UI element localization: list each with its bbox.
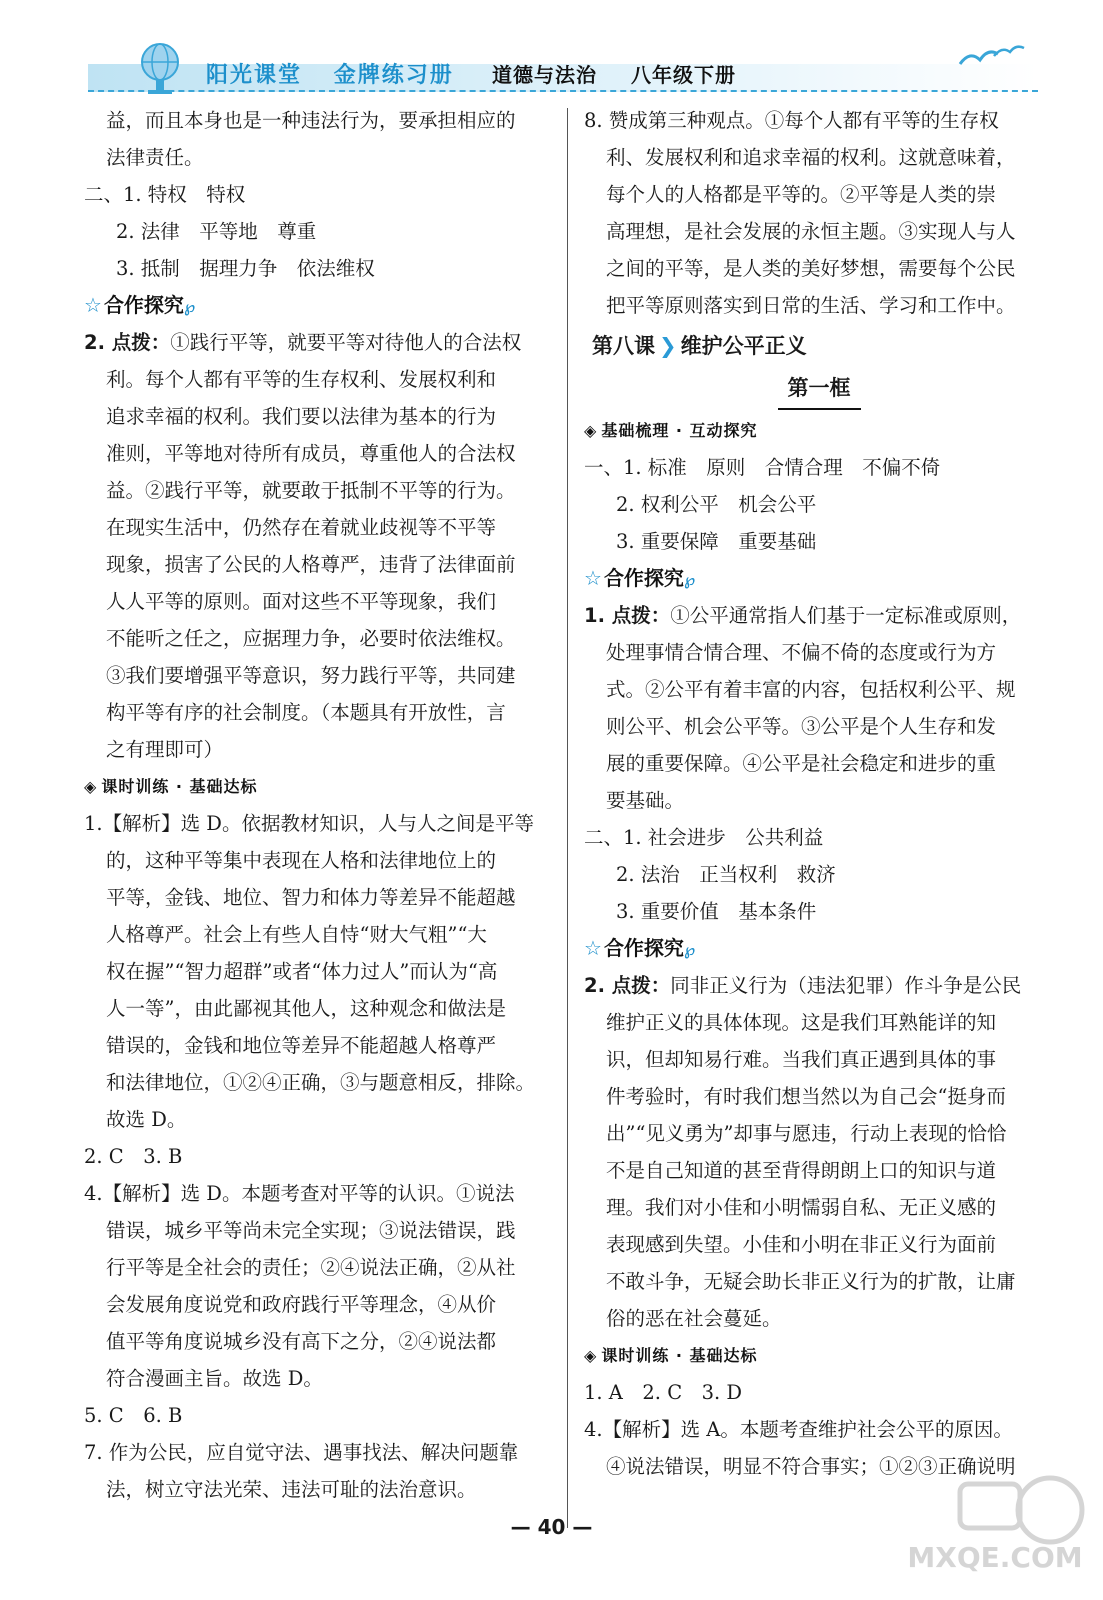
text-line [84, 583, 554, 620]
line-text: 一、1. 标准 原则 合情合理 不偏不倚 [584, 456, 941, 479]
subsection-title: 基础梳理 · 互动探究 [601, 421, 758, 440]
line-text: 会发展角度说党和政府践行平等理念，④从价 [106, 1293, 497, 1316]
section-heading [584, 560, 1054, 597]
line-text: 符合漫画主旨。故选 D。 [106, 1367, 323, 1390]
brand-name: 阳光课堂 [206, 62, 303, 88]
diamond-icon: ◈ [584, 421, 598, 440]
text-line [84, 916, 554, 953]
subsection-heading [84, 768, 554, 805]
text-line [84, 1249, 554, 1286]
line-text: ③我们要增强平等意识，努力践行平等，共同建 [106, 664, 516, 687]
line-text: 3. 抵制 据理力争 依法维权 [116, 257, 375, 280]
line-text: ①公平通常指人们基于一定标准或原则， [670, 604, 1022, 627]
watermark-text: MXQE.COM [907, 1541, 1083, 1574]
text-line [84, 1101, 554, 1138]
watermark-logo [900, 1470, 1090, 1580]
text-line [84, 731, 554, 768]
line-text: 式。②公平有着丰富的内容，包括权利公平、规 [606, 678, 1016, 701]
text-line [584, 139, 1054, 176]
text-line [84, 472, 554, 509]
text-line [84, 324, 554, 361]
line-text: 则公平、机会公平等。③公平是个人生存和发 [606, 715, 997, 738]
line-text: 5. C 6. B [84, 1404, 183, 1427]
star-icon: ☆ [84, 293, 102, 317]
line-text: 现象，损害了公民的人格尊严，违背了法律面前 [106, 553, 516, 576]
text-line [84, 1471, 554, 1508]
subsection-heading [584, 1337, 1054, 1374]
line-text: 追求幸福的权利。我们要以法律为基本的行为 [106, 405, 497, 428]
line-text: 法律责任。 [106, 146, 204, 169]
line-text: 3. 重要价值 基本条件 [616, 900, 817, 923]
line-text: 值平等角度说城乡没有高下之分，②④说法都 [106, 1330, 497, 1353]
line-text: 展的重要保障。④公平是社会稳定和进步的重 [606, 752, 997, 775]
line-text: 4.【解析】选 A。本题考查维护社会公平的原因。 [584, 1418, 1013, 1441]
answer-label: 2. 点拨： [84, 331, 171, 354]
grade-name: 八年级下册 [630, 63, 736, 87]
text-line [584, 745, 1054, 782]
line-text: 不能听之任之，应据理力争，必要时依法维权。 [106, 627, 516, 650]
text-line [584, 1078, 1054, 1115]
line-text: 构平等有序的社会制度。（本题具有开放性，言 [106, 701, 506, 724]
text-line [584, 449, 1054, 486]
text-line [584, 708, 1054, 745]
line-text: 故选 D。 [106, 1108, 187, 1131]
line-text: 利、发展权利和追求幸福的权利。这就意味着， [606, 146, 1016, 169]
subject-name: 道德与法治 [492, 63, 597, 87]
line-text: 把平等原则落实到日常的生活、学习和工作中。 [606, 294, 1016, 317]
line-text: 二、1. 社会进步 公共利益 [584, 826, 824, 849]
text-line [584, 1152, 1054, 1189]
text-line [584, 634, 1054, 671]
text-line [84, 102, 554, 139]
text-line [84, 879, 554, 916]
text-line [584, 287, 1054, 324]
text-line [584, 671, 1054, 708]
line-text: 人人平等的原则。面对这些不平等现象，我们 [106, 590, 497, 613]
text-line [584, 1263, 1054, 1300]
left-column [84, 102, 554, 1508]
line-text: 行平等是全社会的责任；②④说法正确，②从社 [106, 1256, 516, 1279]
frame-heading [584, 368, 1054, 412]
line-text: 法，树立守法光荣、违法可耻的法治意识。 [106, 1478, 477, 1501]
swirl-icon: ℘ [683, 940, 696, 959]
text-line [584, 597, 1054, 634]
text-line [84, 213, 554, 250]
line-text: 高理想，是社会发展的永恒主题。③实现人与人 [606, 220, 1016, 243]
line-text: 益。②践行平等，就要敢于抵制不平等的行为。 [106, 479, 516, 502]
text-line [84, 1064, 554, 1101]
star-icon: ☆ [584, 566, 602, 590]
line-text: 不敢斗争，无疑会助长非正义行为的扩散，让庸 [606, 1270, 1016, 1293]
text-line [84, 176, 554, 213]
line-text: 2. 法治 正当权利 救济 [616, 863, 836, 886]
text-line [84, 990, 554, 1027]
text-line [84, 805, 554, 842]
line-text: 之间的平等，是人类的美好梦想，需要每个公民 [606, 257, 1016, 280]
swirl-icon: ℘ [183, 297, 196, 316]
section-title: 合作探究 [103, 293, 184, 317]
section-heading [584, 930, 1054, 967]
line-text: 要基础。 [606, 789, 685, 812]
line-text: 每个人的人格都是平等的。②平等是人类的崇 [606, 183, 997, 206]
frame-title: 第一框 [778, 368, 861, 410]
text-line [84, 139, 554, 176]
text-line [84, 1212, 554, 1249]
line-text: 2. 法律 平等地 尊重 [116, 220, 317, 243]
line-text: 错误的，金钱和地位等差异不能超越人格尊严 [106, 1034, 497, 1057]
line-text: 二、1. 特权 特权 [84, 183, 246, 206]
text-line [584, 1115, 1054, 1152]
text-line [84, 509, 554, 546]
line-text: 之有理即可） [106, 738, 224, 761]
line-text: 8. 赞成第三种观点。①每个人都有平等的生存权 [584, 109, 999, 132]
text-line [84, 546, 554, 583]
text-line [584, 856, 1054, 893]
line-text: 1.【解析】选 D。依据教材知识，人与人之间是平等 [84, 812, 534, 835]
text-line [584, 1411, 1054, 1448]
text-line [84, 398, 554, 435]
text-line [584, 1041, 1054, 1078]
line-text: 人格尊严。社会上有些人自恃“财大气粗”“大 [106, 923, 487, 946]
line-text: 4.【解析】选 D。本题考查对平等的认识。①说法 [84, 1182, 515, 1205]
line-text: 件考验时，有时我们想当然以为自己会“挺身而 [606, 1085, 1006, 1108]
text-line [584, 819, 1054, 856]
text-line [584, 967, 1054, 1004]
header-brand [206, 58, 476, 92]
text-line [584, 1004, 1054, 1041]
text-line [584, 486, 1054, 523]
text-line [84, 1286, 554, 1323]
text-line [584, 1374, 1054, 1411]
line-text: 表现感到失望。小佳和小明在非正义行为面前 [606, 1233, 997, 1256]
line-text: 7. 作为公民，应自觉守法、遇事找法、解决问题靠 [84, 1441, 519, 1464]
line-text: 人一等”，由此鄙视其他人，这种观念和做法是 [106, 997, 506, 1020]
line-text: 俗的恶在社会蔓延。 [606, 1307, 782, 1330]
text-line [84, 694, 554, 731]
text-line [84, 1360, 554, 1397]
line-text: 益，而且本身也是一种违法行为，要承担相应的 [106, 109, 516, 132]
text-line [84, 1323, 554, 1360]
text-line [584, 1300, 1054, 1337]
line-text: 处理事情合情合理、不偏不倚的态度或行为方 [606, 641, 997, 664]
brand-series: 金牌练习册 [333, 62, 454, 88]
line-text: 在现实生活中，仍然存在着就业歧视等不平等 [106, 516, 497, 539]
diamond-icon: ◈ [584, 1346, 598, 1365]
line-text: 维护正义的具体体现。这是我们耳熟能详的知 [606, 1011, 997, 1034]
text-line [84, 250, 554, 287]
right-column [584, 102, 1054, 1485]
text-line [84, 842, 554, 879]
section-title: 合作探究 [603, 936, 684, 960]
line-text: 利。每个人都有平等的生存权利、发展权利和 [106, 368, 497, 391]
section-title: 合作探究 [603, 566, 684, 590]
subsection-title: 课时训练 · 基础达标 [601, 1346, 758, 1365]
answer-label: 1. 点拨： [584, 604, 671, 627]
line-text: 和法律地位，①②④正确，③与题意相反，排除。 [106, 1071, 536, 1094]
line-text: 平等，金钱、地位、智力和体力等差异不能超越 [106, 886, 516, 909]
text-line [84, 435, 554, 472]
text-line [84, 1027, 554, 1064]
text-line [584, 523, 1054, 560]
line-text: 2. 权利公平 机会公平 [616, 493, 817, 516]
text-line [584, 176, 1054, 213]
line-text: 出”“见义勇为”却事与愿违，行动上表现的恰恰 [606, 1122, 1007, 1145]
line-text: 2. C 3. B [84, 1145, 183, 1168]
line-text: 准则，平等地对待所有成员，尊重他人的合法权 [106, 442, 516, 465]
page-number: — 40 — [510, 1515, 593, 1539]
lesson-number: 第八课 [592, 334, 655, 358]
line-text: 同非正义行为（违法犯罪）作斗争是公民 [670, 974, 1022, 997]
line-text: 权在握”“智力超群”或者“体力过人”而认为“高 [106, 960, 498, 983]
line-text: 错误，城乡平等尚未完全实现；③说法错误，践 [106, 1219, 516, 1242]
answer-label: 2. 点拨： [584, 974, 671, 997]
column-divider [567, 108, 568, 1528]
lesson-title: 维护公平正义 [680, 334, 807, 358]
line-text: ④说法错误，明显不符合事实；①②③正确说明 [606, 1455, 1016, 1478]
birds-icon [950, 36, 1030, 76]
text-line [584, 893, 1054, 930]
subsection-title: 课时训练 · 基础达标 [101, 777, 258, 796]
text-line [84, 1175, 554, 1212]
text-line [84, 1397, 554, 1434]
text-line [584, 102, 1054, 139]
line-text: 1. A 2. C 3. D [584, 1381, 743, 1404]
swirl-icon: ℘ [683, 570, 696, 589]
text-line [84, 657, 554, 694]
text-line [84, 1138, 554, 1175]
line-text: 识，但却知易行难。当我们真正遇到具体的事 [606, 1048, 997, 1071]
section-heading [84, 287, 554, 324]
diamond-icon: ◈ [84, 777, 98, 796]
text-line [584, 1226, 1054, 1263]
lesson-heading [584, 324, 1054, 368]
subsection-heading [584, 412, 1054, 449]
text-line [84, 620, 554, 657]
text-line [84, 1434, 554, 1471]
watermark-seal-icon [900, 1470, 1090, 1550]
star-icon: ☆ [584, 936, 602, 960]
page-header [88, 36, 1038, 98]
line-text: ①践行平等，就要平等对待他人的合法权 [170, 331, 522, 354]
text-line [584, 1189, 1054, 1226]
header-subject [492, 58, 762, 92]
text-line [584, 213, 1054, 250]
text-line [584, 782, 1054, 819]
text-line [584, 250, 1054, 287]
text-line [84, 361, 554, 398]
chevron-right-icon: ❯ [659, 334, 677, 358]
line-text: 不是自己知道的甚至背得朗朗上口的知识与道 [606, 1159, 997, 1182]
line-text: 3. 重要保障 重要基础 [616, 530, 817, 553]
globe-icon [130, 36, 190, 96]
text-line [84, 953, 554, 990]
line-text: 的，这种平等集中表现在人格和法律地位上的 [106, 849, 497, 872]
line-text: 理。我们对小佳和小明懦弱自私、无正义感的 [606, 1196, 997, 1219]
